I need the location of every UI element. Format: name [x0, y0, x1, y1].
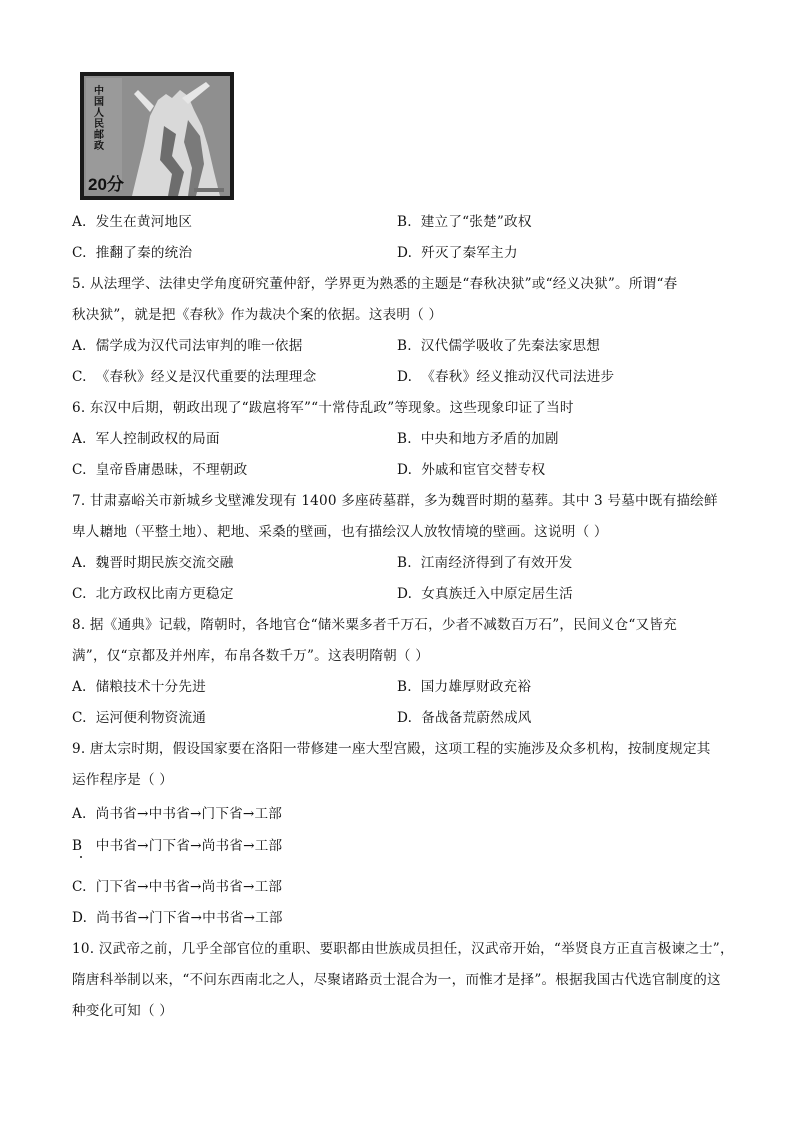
option-letter: C.: [72, 710, 87, 726]
option-text: 《春秋》经义是汉代重要的法理理念: [95, 369, 317, 385]
option-text: 女真族迁入中原定居生活: [421, 586, 573, 602]
option-text: 门下省→中书省→尚书省→工部: [95, 879, 283, 895]
option-letter: A.: [72, 555, 87, 571]
option-letter: A.: [72, 338, 87, 354]
q4-option-c: [72, 243, 192, 263]
q5-option-b: [397, 336, 600, 356]
option-text: 江南经济得到了有效开发: [420, 555, 573, 571]
option-letter: C.: [72, 462, 87, 478]
option-letter: C.: [72, 586, 87, 602]
q9-option-c: [72, 877, 282, 897]
q8-option-d: [397, 708, 532, 728]
option-letter: B.: [397, 431, 412, 447]
q9-option-d: [72, 908, 283, 928]
q4-option-a: [72, 212, 192, 232]
q6-option-d: [397, 460, 545, 480]
q10-stem-line-1: 10. 汉武帝之前，几乎全部官位的重职、要职都由世族成员担任，汉武帝开始，“举贤良方正直言极谏之士”，: [72, 941, 734, 957]
q9-stem-line-2: 运作程序是（ ）: [72, 772, 174, 788]
q5-option-a: [72, 336, 303, 356]
q4-option-b: [397, 212, 532, 232]
option-letter: C.: [72, 879, 87, 895]
option-letter: A.: [72, 679, 87, 695]
q7-option-b: [397, 553, 573, 573]
option-letter: C.: [72, 369, 87, 385]
option-text: 备战备荒蔚然成风: [421, 710, 532, 726]
option-text: 魏晋时期民族交流交融: [95, 555, 234, 571]
q9-option-a: [72, 804, 282, 824]
stray-dot: [80, 856, 82, 858]
q6-option-b: [397, 429, 559, 449]
q5-stem-line-1: 5. 从法理学、法律史学角度研究董仲舒，学界更为熟悉的主题是“春秋决狱”或“经义决狱”。所谓“春: [72, 276, 678, 292]
option-letter: B: [72, 838, 83, 854]
option-text: 《春秋》经义推动汉代司法进步: [421, 369, 615, 385]
option-letter: A.: [72, 431, 87, 447]
q9-stem-line-1: 9. 唐太宗时期，假设国家要在洛阳一带修建一座大型宫殿，这项工程的实施涉及众多机构，按制度规定其: [72, 741, 711, 757]
option-letter: B.: [397, 679, 412, 695]
q6-option-a: [72, 429, 220, 449]
stamp-image: [80, 72, 234, 200]
stamp-country-label: 中国人民邮政: [94, 86, 104, 152]
option-letter: A.: [72, 214, 87, 230]
option-letter: B.: [397, 555, 412, 571]
option-text: 中书省→门下省→尚书省→工部: [95, 838, 283, 854]
option-text: 北方政权比南方更稳定: [95, 586, 234, 602]
option-text: 外戚和宦官交替专权: [421, 462, 546, 478]
option-text: 运河便利物资流通: [95, 710, 207, 726]
q10-stem-line-3: 种变化可知（ ）: [72, 1003, 174, 1019]
q8-stem-line-1: 8. 据《通典》记载，隋朝时，各地官仓“储米粟多者千万石，少者不减数百万石”，民间义仓“又皆充: [72, 617, 677, 633]
option-text: 皇帝昏庸愚昧，不理朝政: [95, 462, 248, 478]
option-letter: B.: [397, 214, 412, 230]
option-text: 国力雄厚财政充裕: [420, 679, 532, 695]
option-text: 汉代儒学吸收了先秦法家思想: [420, 338, 601, 354]
option-text: 军人控制政权的局面: [95, 431, 220, 447]
option-text: 尚书省→门下省→中书省→工部: [96, 910, 283, 926]
option-letter: D.: [72, 910, 88, 926]
option-text: 歼灭了秦军主力: [421, 245, 518, 261]
option-letter: D.: [397, 245, 413, 261]
option-text: 儒学成为汉代司法审判的唯一依据: [95, 338, 303, 354]
q9-option-b: [72, 836, 282, 856]
q4-option-d: [397, 243, 518, 263]
q6-stem-line-1: 6. 东汉中后期，朝政出现了“跋扈将军”“十常侍乱政”等现象。这些现象印证了当时: [72, 400, 574, 416]
q7-option-d: [397, 584, 573, 604]
option-letter: D.: [397, 369, 413, 385]
q5-stem-line-2: 秋决狱”，就是把《春秋》作为裁决个案的依据。这表明（ ）: [72, 307, 443, 323]
q7-option-a: [72, 553, 234, 573]
stamp-value: 20分: [88, 175, 124, 194]
q5-option-d: [397, 367, 614, 387]
option-letter: A.: [72, 806, 87, 822]
q8-option-c: [72, 708, 206, 728]
option-text: 储粮技术十分先进: [95, 679, 206, 695]
option-text: 尚书省→中书省→门下省→工部: [95, 806, 283, 822]
q8-stem-line-2: 满”，仅“京都及并州库，布帛各数千万”。这表明隋朝（ ）: [72, 648, 430, 664]
option-letter: D.: [397, 462, 413, 478]
option-letter: B.: [397, 338, 412, 354]
option-letter: D.: [397, 586, 413, 602]
option-text: 建立了“张楚”政权: [420, 214, 532, 230]
q8-option-a: [72, 677, 206, 697]
option-letter: D.: [397, 710, 413, 726]
q7-option-c: [72, 584, 234, 604]
option-letter: C.: [72, 245, 87, 261]
q5-option-c: [72, 367, 316, 387]
q7-stem-line-2: 卑人耱地（平整土地）、耙地、采桑的壁画，也有描绘汉人放牧情境的壁画。这说明（ ）: [72, 524, 608, 540]
q10-stem-line-2: 隋唐科举制以来，“不问东西南北之人，尽聚诸路贡士混合为一，而惟才是择”。根据我国古代选官制度的这: [72, 972, 721, 988]
q8-option-b: [397, 677, 531, 697]
option-text: 中央和地方矛盾的加剧: [420, 431, 559, 447]
q6-option-c: [72, 460, 247, 480]
q7-stem-line-1: 7. 甘肃嘉峪关市新城乡戈壁滩发现有 1400 多座砖墓群，多为魏晋时期的墓葬。其中 3 号墓中既有描绘鲜: [72, 493, 718, 509]
option-text: 推翻了秦的统治: [95, 245, 193, 261]
option-text: 发生在黄河地区: [95, 214, 193, 230]
